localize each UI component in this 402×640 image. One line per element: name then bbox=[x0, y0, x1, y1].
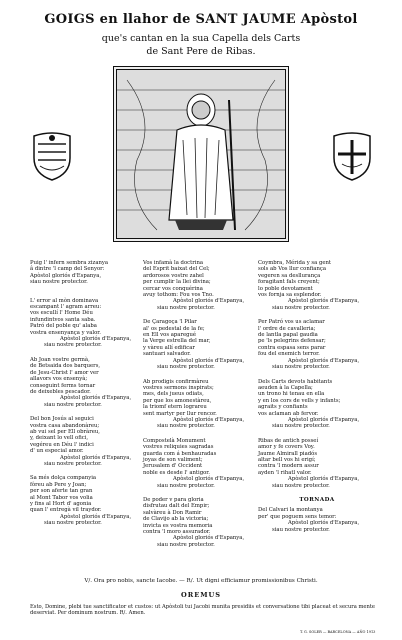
refrain-line: Apòstol gloriós d'Espanya, bbox=[60, 395, 132, 402]
verse-line: altar bell vos hi erigí; bbox=[258, 456, 316, 463]
stanza bbox=[143, 319, 261, 370]
verse-line: de deixebles pescador. bbox=[30, 388, 91, 395]
oremus-heading: OREMUS bbox=[180, 591, 222, 599]
verse-line: y vàreu allí edificar bbox=[143, 344, 195, 351]
verse-line: Del Calvari la montanya bbox=[258, 507, 323, 514]
verse-line: Compostelà Monument bbox=[143, 437, 206, 444]
verse-line: aeuden à la Capella; bbox=[258, 384, 313, 391]
refrain bbox=[30, 336, 148, 349]
refrain-line: siau nostre protector. bbox=[157, 364, 215, 371]
verse-line: â dintre 'l camp del Senyor: bbox=[30, 266, 105, 273]
coat-of-arms-right-icon bbox=[330, 130, 374, 182]
refrain-line: siau nostre protector. bbox=[157, 304, 215, 311]
verse-line: Vos infamà la doctrina bbox=[143, 260, 204, 266]
refrain-line: Apòstol gloriós d'Espanya, bbox=[288, 357, 360, 364]
verse-line: guarda com á benhauradas bbox=[143, 450, 217, 457]
verse-line: de Betsaida dos barquers, bbox=[30, 363, 101, 370]
refrain-line: Apòstol gloriós d'Espanya, bbox=[288, 298, 360, 305]
verse-line: infundintvos santa saba. bbox=[30, 316, 96, 323]
refrain bbox=[30, 514, 148, 527]
verse-line: vos fornja sa esplendor. bbox=[258, 292, 322, 299]
refrain-line: siau nostre protector. bbox=[44, 342, 102, 349]
stanza bbox=[30, 416, 148, 467]
refrain-line: Apòstol gloriós d'Espanya, bbox=[60, 336, 132, 343]
stanza bbox=[258, 319, 376, 370]
verse-line: vos aclaman ab fervor. bbox=[258, 410, 319, 417]
refrain bbox=[143, 358, 261, 371]
verse-line: Per Patró vos us aclamar bbox=[258, 319, 325, 326]
verse-line: ab vui sel per Ell obràreu, bbox=[30, 428, 100, 435]
verse-line: santuari salvador. bbox=[143, 351, 191, 358]
verse-line: ardorosos vostre zahel bbox=[143, 272, 204, 279]
verse-line: y fins al Hort d' agonia bbox=[30, 501, 92, 507]
verse-line: y en los cors de vells y infants; bbox=[258, 397, 341, 404]
verse-line: vos escullí l' Home Déu bbox=[30, 310, 93, 317]
verse-line: L' error al mòn dominava bbox=[30, 297, 99, 304]
verse-line: agraits y confiants bbox=[258, 404, 308, 411]
stanza bbox=[30, 260, 148, 286]
verse-line: al' os pedestal de la fe; bbox=[143, 325, 205, 332]
subtitle-line-1: que's cantan en la sua Capella dels Carts bbox=[101, 33, 301, 44]
refrain-line: Apòstol gloriós d'Espanya, bbox=[288, 520, 360, 527]
versicle: V/. Ora pro nobis, sancte Iacobe. — R/. Ut digni efficiamur promissionibus Christi. bbox=[84, 578, 318, 584]
verse-line: fòreu ab Pere y Joan; bbox=[30, 481, 87, 488]
stanza bbox=[143, 497, 261, 548]
verse-line: siau nostre protector. bbox=[30, 279, 88, 286]
tornada-stanza bbox=[258, 507, 376, 533]
verse-line: Ribas de antich posseí bbox=[258, 437, 319, 444]
verse-line: un trono hi tenau en ella bbox=[258, 391, 325, 398]
refrain-line: Apòstol gloriós d'Espanya, bbox=[288, 416, 360, 423]
verse-column-3 bbox=[258, 260, 376, 541]
verse-line: de Jesu-Christ l' amor ver bbox=[30, 369, 99, 376]
verse-line: vostra ensenyança y valor. bbox=[30, 329, 101, 336]
refrain-line: siau nostre protector. bbox=[272, 526, 330, 533]
printer-imprint: T. G. SOLER — BARCELONA — AÑO 1913 bbox=[300, 630, 376, 634]
verse-line: foragitant fals creyent; bbox=[258, 279, 320, 286]
verse-line: y, deixant lo vell ofici, bbox=[30, 435, 89, 442]
verse-line: en Ell vos aparegué bbox=[143, 332, 197, 339]
verse-line: per' que poguem sens temor: bbox=[258, 513, 337, 520]
refrain-line: Apòstol gloriós d'Espanya, bbox=[173, 476, 245, 483]
refrain-line: Apòstol gloriós d'Espanya, bbox=[288, 476, 360, 483]
refrain-line: siau nostre protector. bbox=[157, 423, 215, 430]
verse-line: la Verge estrella del mar, bbox=[143, 338, 211, 345]
verse-line: Puig l' infern sembra zizanya bbox=[30, 260, 109, 266]
refrain-line: siau nostre protector. bbox=[272, 423, 330, 430]
verse-line: joyas de son valiment; bbox=[143, 456, 203, 463]
verse-line: amor y fe covers Voy. bbox=[258, 444, 315, 451]
coat-of-arms-left-icon bbox=[30, 130, 74, 182]
refrain bbox=[30, 395, 148, 408]
verse-line: vostres sermons inspirats; bbox=[143, 384, 214, 391]
verse-line: invicta es vostra memoria bbox=[143, 522, 213, 529]
refrain bbox=[258, 298, 376, 311]
refrain bbox=[143, 476, 261, 489]
verse-line: disfrutau dalt del Empir; bbox=[143, 503, 210, 510]
verse-line: de Clavijo ab la victoria; bbox=[143, 516, 209, 523]
refrain bbox=[143, 298, 261, 311]
verse-line: mes, dels jueus odiats, bbox=[143, 391, 204, 398]
verse-line: Patró del poble qu' alaba bbox=[30, 323, 97, 330]
refrain-line: siau nostre protector. bbox=[157, 541, 215, 548]
verse-line: vegeren sa desllurança bbox=[258, 272, 321, 279]
verse-line: per son aferte tan gran bbox=[30, 488, 93, 495]
verse-line: Apòstol gloriós d'Espanya, bbox=[30, 272, 102, 279]
verse-line: fou del enemich terror. bbox=[258, 351, 320, 358]
stanza bbox=[30, 475, 148, 526]
verse-line: sols ab Vos llur confiança bbox=[258, 266, 326, 273]
verse-line: cercar vos conquérina bbox=[143, 285, 203, 292]
stanza bbox=[258, 260, 376, 311]
verse-line: salvàreu à Don Ramir bbox=[143, 509, 202, 516]
refrain-line: siau nostre protector. bbox=[272, 364, 330, 371]
page-title: GOIGS en llahor de SANT JAUME Apòstol bbox=[44, 12, 358, 27]
verse-line: contra 'l moro assurador. bbox=[143, 529, 211, 536]
verse-line: contra 'l modern assur bbox=[258, 463, 319, 470]
verse-column-1 bbox=[30, 260, 148, 535]
refrain bbox=[258, 476, 376, 489]
verse-line: escampant l' agram arreu: bbox=[30, 304, 102, 311]
verse-line: allavors vos ensenyà; bbox=[30, 376, 88, 383]
verse-line: contra espasa sens parar bbox=[258, 344, 326, 351]
stanza bbox=[30, 357, 148, 408]
refrain-line: Apòstol gloriós d'Espanya, bbox=[173, 357, 245, 364]
verse-line: la triomf etern lograreu bbox=[143, 404, 207, 411]
refrain-line: siau nostre protector. bbox=[44, 401, 102, 408]
verse-line: Ab Joan vostre germà, bbox=[30, 356, 90, 363]
refrain-line: siau nostre protector. bbox=[272, 482, 330, 489]
verse-line: Sa més dolça companyia bbox=[30, 475, 97, 482]
verse-line: Del bon Josús al seguici bbox=[30, 416, 94, 423]
stanza bbox=[30, 298, 148, 349]
refrain-line: siau nostre protector. bbox=[44, 520, 102, 527]
verse-line: pe 'ls pelegrins defensar; bbox=[258, 338, 326, 345]
verse-line: ayden 'l rihatl valor. bbox=[258, 469, 312, 476]
refrain-line: Apòstol gloriós d'Espanya, bbox=[60, 513, 132, 520]
verse-line: lo poble devotament bbox=[258, 285, 313, 292]
refrain-line: siau nostre protector. bbox=[272, 304, 330, 311]
stanza bbox=[143, 260, 261, 311]
verse-line: del Esprit baixat del Cel; bbox=[143, 266, 210, 273]
verse-line: avuy tothom: Fou vos Tno. bbox=[143, 292, 214, 299]
verse-column-2 bbox=[143, 260, 261, 556]
verse-line: De Çaragoça 'l Pilar bbox=[143, 319, 197, 326]
page-subtitle bbox=[0, 32, 402, 58]
verse-line: l' ordre de cavalleria; bbox=[258, 325, 316, 332]
refrain-line: Apòstol gloriós d'Espanya, bbox=[173, 535, 245, 542]
stanza bbox=[143, 438, 261, 489]
verse-line: Jaume Almirall piadós bbox=[258, 450, 318, 457]
refrain bbox=[143, 535, 261, 548]
verse-line: Ab prodigis confirmàreu bbox=[143, 378, 209, 385]
refrain-line: siau nostre protector. bbox=[157, 482, 215, 489]
refrain-line: Apòstol gloriós d'Espanya, bbox=[173, 298, 245, 305]
refrain bbox=[30, 455, 148, 468]
verse-line: per cumplir la llei divina; bbox=[143, 279, 211, 286]
verse-line: vostra casa abandonàreu; bbox=[30, 422, 100, 429]
verse-line: vegéreu en Déu l' indici bbox=[30, 441, 94, 448]
stanza bbox=[143, 379, 261, 430]
verse-line: Coymbra, Mérida y sa gent bbox=[258, 260, 332, 266]
closing-prayer: Esto, Domine, plebi tue sanctificator et custos: ut Apòstoli tui Jacobi munita presidiis et conversatione tibi placeat et secura mente deserviat. Per dominum nostrum. R/. Amen. bbox=[30, 604, 375, 617]
verse-line: De poder v para gloria bbox=[143, 497, 204, 503]
verse-line: Dels Carts devots habitants bbox=[258, 378, 333, 385]
tornada-heading: TORNADA bbox=[299, 497, 335, 503]
refrain bbox=[258, 520, 376, 533]
refrain-line: siau nostre protector. bbox=[44, 460, 102, 467]
stanza bbox=[258, 438, 376, 489]
verse-line: Jerusalem d' Occident bbox=[143, 463, 203, 470]
verse-line: quan l' entregà vil traydor. bbox=[30, 507, 102, 514]
subtitle-line-2: de Sant Pere de Ribas. bbox=[146, 46, 256, 57]
verse-line: de lantla papal gaudia bbox=[258, 332, 318, 339]
saint-james-illustration bbox=[113, 66, 289, 242]
refrain bbox=[258, 417, 376, 430]
refrain bbox=[258, 358, 376, 371]
verse-line: vostres reliquies sagradas bbox=[143, 444, 214, 451]
verse-line: al Mont Tabor vos volia bbox=[30, 494, 93, 501]
stanza bbox=[258, 379, 376, 430]
verse-line: sent martyr per llur rencor. bbox=[143, 410, 217, 417]
verse-line: noble es desde l' antigor. bbox=[143, 469, 210, 476]
refrain-line: Apòstol gloriós d'Espanya, bbox=[173, 416, 245, 423]
verse-line: per que los amonestàreu, bbox=[143, 397, 212, 404]
refrain bbox=[143, 417, 261, 430]
refrain-line: Apòstol gloriós d'Espanya, bbox=[60, 454, 132, 461]
verse-line: conseguint ferms tornar bbox=[30, 382, 96, 389]
verse-line: d' un especial amor. bbox=[30, 448, 84, 455]
